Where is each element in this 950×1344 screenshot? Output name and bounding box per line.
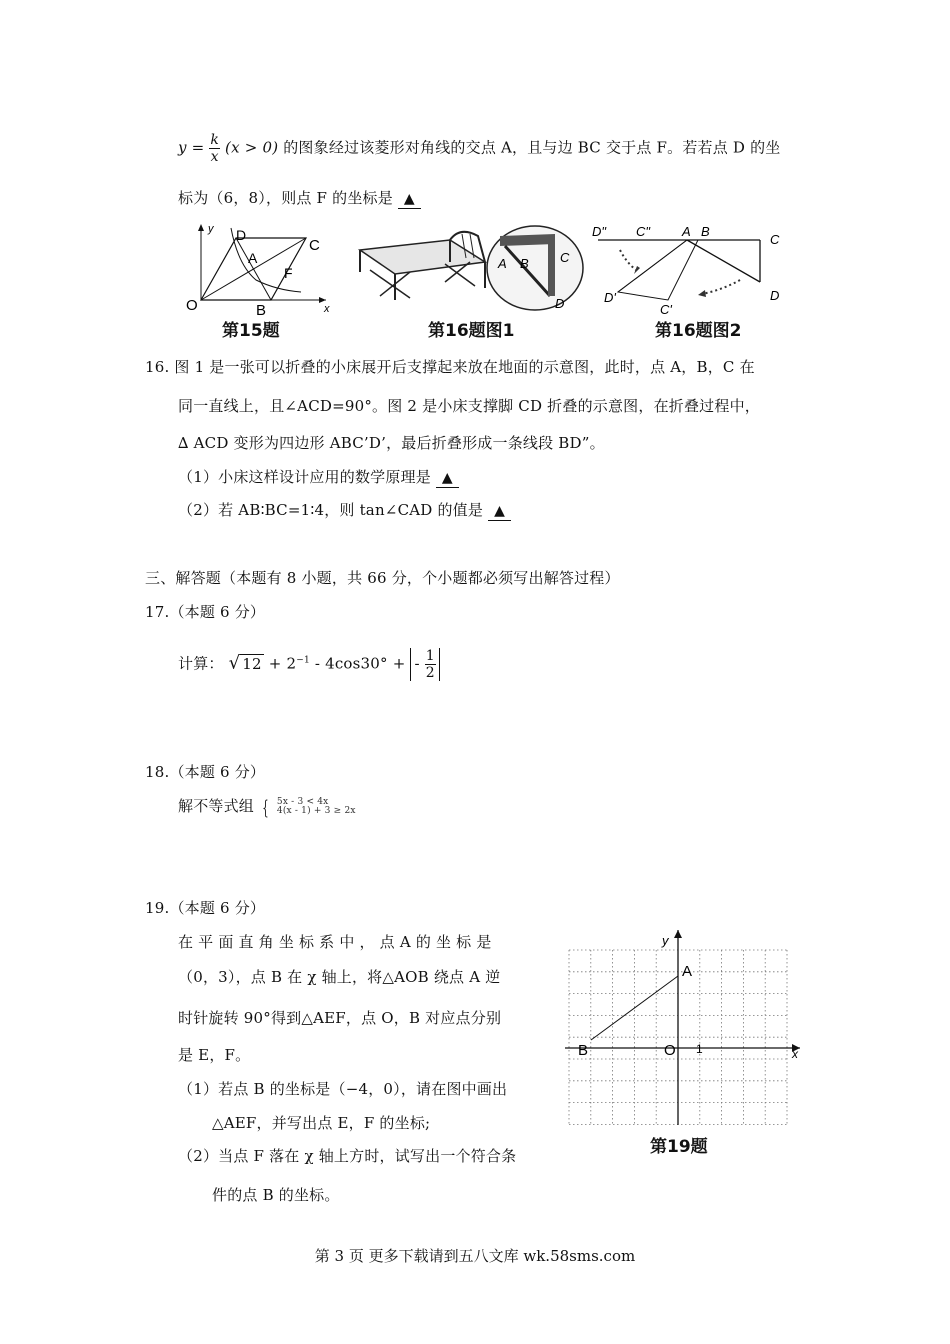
fig16-2-label-c: C — [770, 232, 780, 247]
bed-detail-leg-cd — [548, 244, 555, 296]
fig16-2-label-c2: C" — [636, 224, 651, 239]
q16-sub1-text: （1）小床这样设计应用的数学原理是 — [178, 468, 431, 486]
q15-formula-condition: (x > 0) — [225, 138, 279, 157]
fig15-label-d: D — [236, 227, 247, 243]
fig15-label-f: F — [284, 265, 293, 281]
fig15-label-y: y — [208, 223, 214, 235]
fig16-2-arrow-right — [702, 280, 740, 294]
section3-heading: 三、解答题（本题有 8 小题，共 66 分，个小题都必须写出解答过程） — [145, 569, 620, 587]
q17-abs-value — [410, 648, 439, 681]
q15-formula-denominator: x — [210, 149, 219, 165]
fig19-label-y: y — [662, 933, 669, 948]
q15-text-line1: 的图象经过该菱形对角线的交点 A，且与边 BC 交于点 F。若若点 D 的坐 — [283, 138, 781, 157]
bed-illustration — [360, 232, 485, 300]
fig16-2-line-ad — [687, 240, 760, 282]
q17-fraction — [425, 648, 436, 681]
fig16-1-label-c: C — [560, 250, 570, 265]
q17-plus-two: + 2 — [268, 654, 297, 673]
q17-expression — [178, 648, 440, 682]
fig15-label-o: O — [186, 297, 198, 314]
q19-line2: （0，3），点 B 在 χ 轴上，将△AOB 绕点 A 逆 — [178, 968, 501, 986]
q17-fraction-den: 2 — [425, 665, 435, 681]
q16-line3: ∆ ACD 变形为四边形 ABC’D’，最后折叠形成一条线段 BD”。 — [178, 434, 605, 452]
fig15-label-c: C — [309, 237, 320, 254]
fig15-diagonal-db — [236, 238, 271, 300]
q17-label: 计算： — [178, 654, 224, 673]
fig15-caption: 第15题 — [222, 321, 280, 341]
q15-text-line2: 标为（6，8），则点 F 的坐标是 — [178, 189, 393, 207]
fig19-label-b: B — [578, 1042, 589, 1059]
fig16-1-label-a: A — [498, 256, 507, 271]
q17-mid: - 4cos30° + — [314, 654, 406, 673]
fig16-2-label-d1: D' — [604, 290, 616, 305]
q16-sub2 — [178, 500, 511, 521]
fig16-2-arrowhead-left — [634, 266, 640, 274]
figure-19 — [560, 925, 805, 1160]
q15-line2 — [178, 188, 421, 209]
fig19-label-a: A — [682, 963, 693, 980]
q17-exponent: −1 — [296, 655, 310, 666]
q18-label: 解不等式组 — [178, 797, 255, 815]
q19-line4: 是 E，F。 — [178, 1046, 251, 1064]
fig19-label-o: O — [664, 1042, 676, 1059]
fig19-label-x: x — [792, 1047, 798, 1061]
fig15-label-x: x — [324, 303, 330, 315]
fig16-1-label-b: B — [520, 256, 529, 271]
figure-16-2 — [590, 222, 795, 322]
q16-sub1 — [178, 467, 459, 488]
fig15-label-a: A — [248, 250, 258, 266]
fig16-2-label-a: A — [682, 224, 691, 239]
q19-sub2b: 件的点 B 的坐标。 — [212, 1186, 340, 1204]
sqrt-icon: √ — [228, 652, 241, 674]
q19-sub1a: （1）若点 B 的坐标是（−4，0），请在图中画出 — [178, 1080, 508, 1098]
fig16-1-label-d: D — [555, 296, 565, 311]
fig16-2-line-ad1 — [618, 240, 687, 292]
q15-formula-fraction — [209, 132, 220, 165]
fig15-y-arrow — [198, 224, 204, 231]
fig16-2-arrow-left — [620, 250, 636, 270]
q18-ineq1: 5x - 3 < 4x — [276, 797, 329, 807]
figure-16-1 — [350, 222, 585, 322]
q15-formula-numerator: k — [210, 132, 220, 148]
q19-sub1b: △AEF，并写出点 E，F 的坐标; — [212, 1114, 431, 1132]
q18-title: 18.（本题 6 分） — [145, 763, 266, 781]
brace-icon: { — [262, 795, 269, 819]
q19-title: 19.（本题 6 分） — [145, 899, 266, 917]
q19-line3: 时针旋转 90°得到△AEF，点 O，B 对应点分别 — [178, 1009, 502, 1027]
fig15-label-b: B — [256, 302, 267, 319]
q16-line1: 16. 图 1 是一张可以折叠的小床展开后支撑起来放在地面的示意图，此时，点 A，B，C 在 — [145, 358, 755, 376]
q18-system — [277, 798, 356, 816]
q17-title: 17.（本题 6 分） — [145, 603, 266, 621]
fig16-1-caption: 第16题图1 — [428, 321, 515, 341]
q15-answer-blank: ▲ — [398, 190, 421, 209]
q17-abs-sign: - — [414, 654, 420, 673]
fig19-caption: 第19题 — [650, 1137, 708, 1157]
fig19-y-arrow — [674, 930, 682, 938]
fig16-2-quadrilateral — [618, 240, 698, 300]
q17-sqrt-arg: 12 — [242, 654, 262, 673]
fig16-2-arrowhead-right — [698, 290, 706, 297]
q18-body — [178, 796, 356, 817]
fig16-2-label-b: B — [701, 224, 710, 239]
q17-fraction-num: 1 — [425, 648, 435, 664]
q16-sub2-blank: ▲ — [488, 502, 511, 521]
fig16-2-label-d2: D" — [592, 224, 607, 239]
fig16-2-label-d: D — [770, 288, 780, 303]
q18-ineq2: 4(x - 1) + 3 ≥ 2x — [276, 806, 356, 816]
fig16-2-caption: 第16题图2 — [655, 321, 742, 341]
q16-sub2-text: （2）若 AB∶BC=1∶4，则 tan∠CAD 的值是 — [178, 501, 484, 519]
fig19-label-one: 1 — [696, 1042, 703, 1056]
footer: 第 3 页 更多下载请到五八文库 wk.58sms.com — [314, 1247, 636, 1265]
q15-formula-y: y = — [178, 138, 205, 157]
q16-line2: 同一直线上，且∠ACD=90°。图 2 是小床支撑脚 CD 折叠的示意图，在折叠过程中， — [178, 397, 760, 415]
q16-sub1-blank: ▲ — [436, 469, 459, 488]
fig16-2-label-c1: C' — [660, 302, 672, 317]
q19-line1: 在 平 面 直 角 坐 标 系 中 ， 点 A 的 坐 标 是 — [178, 933, 492, 951]
q15-line1 — [178, 132, 781, 165]
bed-detail-board — [500, 234, 555, 246]
q19-sub2a: （2）当点 F 落在 χ 轴上方时，试写出一个符合条 — [178, 1147, 517, 1165]
